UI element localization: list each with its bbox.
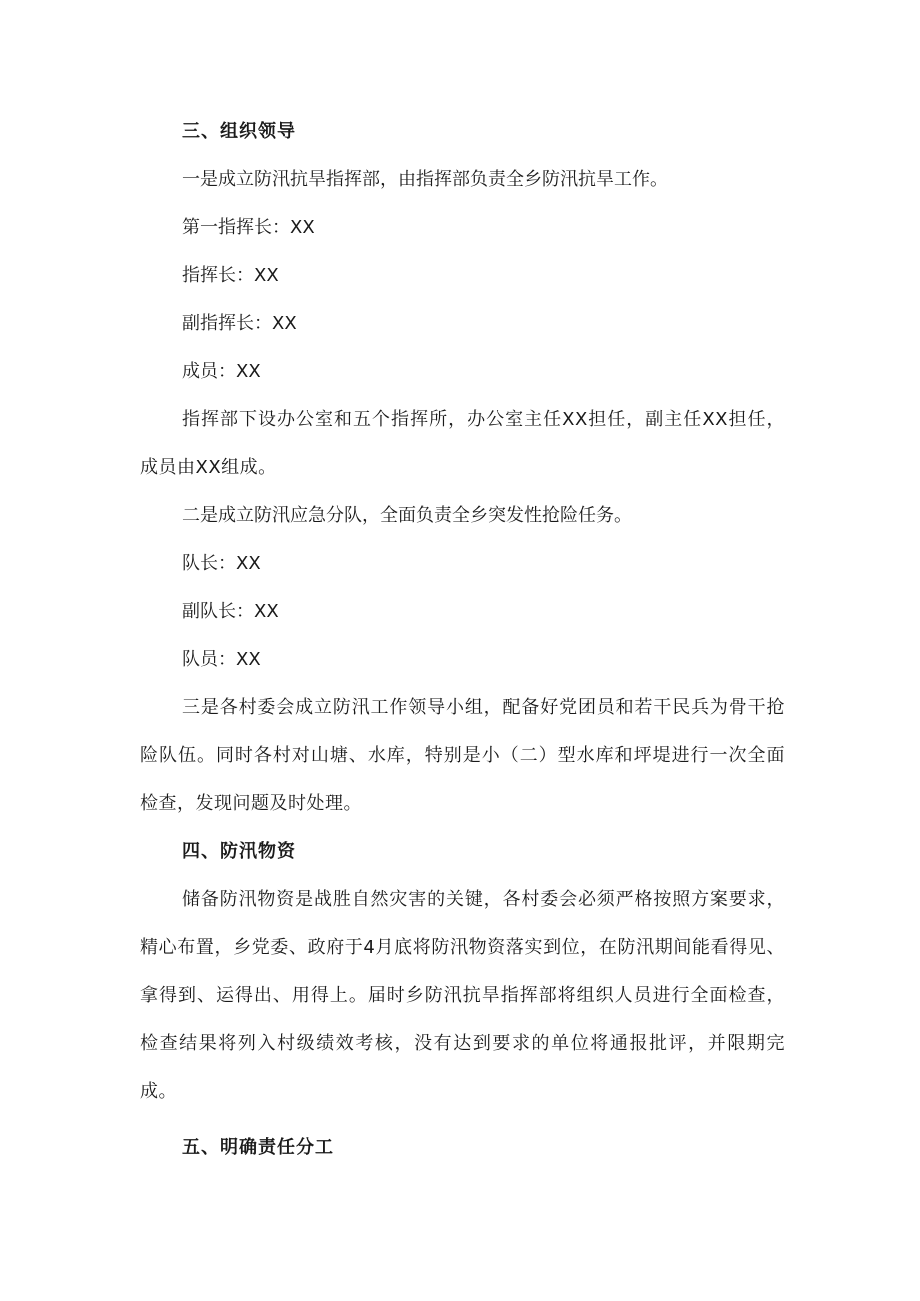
materials-paragraph: 储备防汛物资是战胜自然灾害的关键，各村委会必须严格按照方案要求，精心布置，乡党委、政府于4月底将防汛物资落实到位，在防汛期间能看得见、拿得到、运得出、用得上。届时乡防汛抗旱指挥部将组织人员进行全面检查，检查结果将列入村级绩效考核，没有达到要求的单位将通报批评，并限期完成。 — [140, 889, 785, 1102]
document-body — [140, 108, 785, 1172]
first-commander: 第一指挥长：XX — [182, 217, 315, 238]
village-paragraph: 三是各村委会成立防汛工作领导小组，配备好党团员和若干民兵为骨干抢险队伍。同时各村对山塘、水库，特别是小（二）型水库和坪堤进行一次全面检查，发现问题及时处理。 — [140, 697, 785, 814]
office-paragraph: 指挥部下设办公室和五个指挥所，办公室主任XX担任，副主任XX担任，成员由XX组成。 — [140, 409, 785, 478]
section-heading-materials: 四、防汛物资 — [182, 841, 296, 862]
section-heading-organization: 三、组织领导 — [182, 121, 296, 142]
team-members: 队员：XX — [182, 649, 261, 670]
section-heading-responsibilities: 五、明确责任分工 — [182, 1137, 334, 1158]
members: 成员：XX — [182, 361, 261, 382]
deputy-commander: 副指挥长：XX — [182, 313, 297, 334]
item-command-center: 一是成立防汛抗旱指挥部，由指挥部负责全乡防汛抗旱工作。 — [182, 169, 668, 190]
deputy-team-leader: 副队长：XX — [182, 601, 279, 622]
item-emergency-team: 二是成立防汛应急分队，全面负责全乡突发性抢险任务。 — [182, 505, 632, 526]
commander: 指挥长：XX — [182, 265, 279, 286]
team-leader: 队长：XX — [182, 553, 261, 574]
